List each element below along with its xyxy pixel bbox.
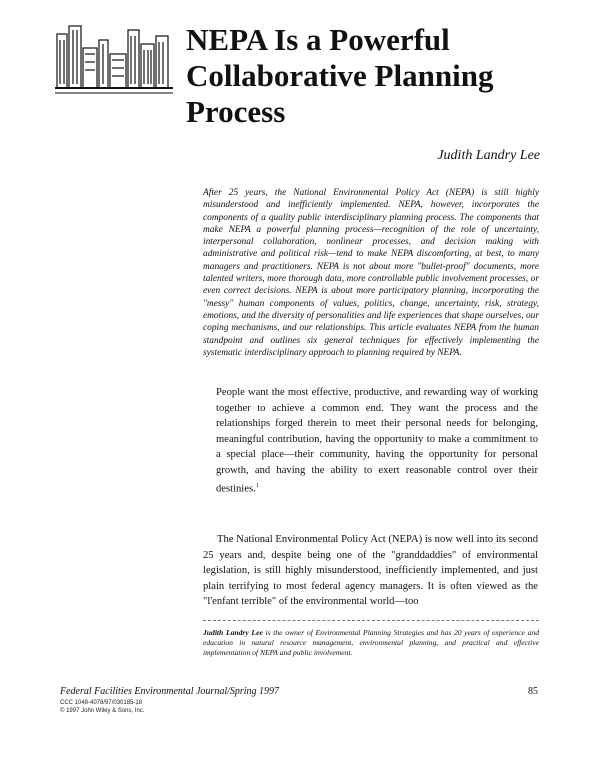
quote-footnote-marker: 1 xyxy=(255,482,259,489)
page-number: 85 xyxy=(528,686,538,697)
body-paragraph: The National Environmental Policy Act (NEPA) is now well into its second 25 years and, despite being one of the "granddaddies" of environmental legislation, is still highly misunderstood, inefficiently implemented, and just plain terrifying to most federal agency managers. It is often viewed as the "l'enfant terrible" of the environmental world—too xyxy=(203,534,538,608)
title-line-1: NEPA Is a Powerful xyxy=(186,22,450,57)
footnote-divider xyxy=(203,620,539,621)
copyright-line: © 1997 John Wiley & Sons, Inc. xyxy=(60,708,145,714)
author-footnote xyxy=(203,628,539,658)
epigraph-quote xyxy=(216,385,538,497)
footnote-text: is the owner of Environmental Planning Strategies and has 20 years of experience and education in natural resource management, environmental planning, and practical and effective implementation of NEPA and public involvement. xyxy=(203,628,539,657)
title-line-3: Process xyxy=(186,94,286,129)
ccc-code: CCC 1048-4078/97/030185-18 xyxy=(60,700,143,706)
journal-footer: Federal Facilities Environmental Journal/Spring 1997 xyxy=(60,686,280,697)
abstract: After 25 years, the National Environmental Policy Act (NEPA) is still highly misunderstood and inefficiently implemented. NEPA, however, incorporates the components of a quality public interdisciplinary planning process. The components that make NEPA a powerful planning process—recognition of the role of uncertainty, interpersonal collaboration, nonlinear processes, and decision making with administrative and political risk—tend to make NEPA discomforting, at best, to many managers and practitioners. NEPA is not about more "bullet-proof" documents, more talented writers, more thorough data, more controllable public involvement processes, or even correct decisions. NEPA is about more participatory planning, incorporating the "messy" human components of values, politics, change, uncertainty, risk, strategy, emotions, and the diversity of personalities and life experiences that shape ourselves, our coping mechanisms, and our relationships. This article evaluates NEPA from the human standpoint and outlines six general techniques for effectively implementing the systematic interdisciplinary approach to planning required by NEPA. xyxy=(203,188,539,358)
quote-text: People want the most effective, productive, and rewarding way of working together to achieve a common end. They want the process and the relationships forged therein to meet their personal needs for belonging, meaningful contribution, having the opportunity to make a commitment to a special place—their community, having the opportunity for personal growth, and having the ability to exert reasonable control over their destinies. xyxy=(216,387,538,495)
author-byline: Judith Landry Lee xyxy=(437,148,540,163)
footnote-author-name: Judith Landry Lee xyxy=(203,628,263,637)
publication-codes xyxy=(60,699,144,715)
city-skyline-logo xyxy=(55,20,175,98)
article-title xyxy=(186,22,493,130)
title-line-2: Collaborative Planning xyxy=(186,58,494,93)
